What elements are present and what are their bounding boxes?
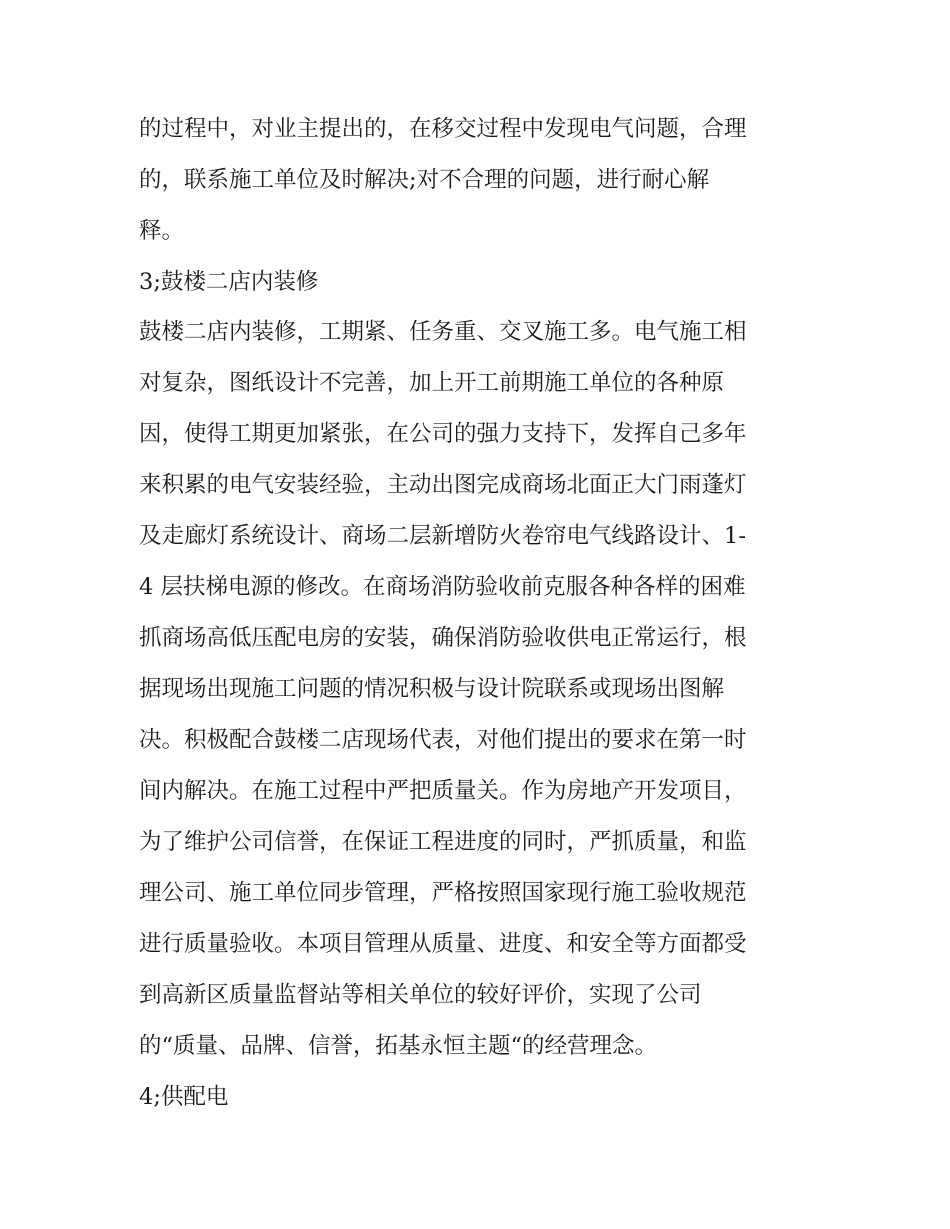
paragraph-line: 的过程中，对业主提出的，在移交过程中发现电气问题，合理: [139, 116, 747, 142]
paragraph-line: 及走廊灯系统设计、商场二层新增防火卷帘电气线路设计、1-: [139, 523, 746, 549]
paragraph-line: 间内解决。在施工过程中严把质量关。作为房地产开发项目，: [139, 778, 747, 804]
section-heading: 4;供配电: [139, 1084, 229, 1110]
paragraph-line: 进行质量验收。本项目管理从质量、进度、和安全等方面都受: [139, 931, 747, 957]
paragraph-line: 鼓楼二店内装修，工期紧、任务重、交叉施工多。电气施工相: [139, 319, 747, 345]
paragraph-line: 到高新区质量监督站等相关单位的较好评价，实现了公司: [139, 982, 702, 1008]
paragraph-line: 抓商场高低压配电房的安装，确保消防验收供电正常运行，根: [139, 625, 747, 651]
paragraph-line: 的，联系施工单位及时解决;对不合理的问题，进行耐心解: [139, 167, 710, 193]
paragraph-line: 来积累的电气安装经验，主动出图完成商场北面正大门雨蓬灯: [139, 472, 747, 498]
paragraph-line: 4 层扶梯电源的修改。在商场消防验收前克服各种各样的困难: [139, 574, 746, 600]
document-page: [139, 104, 819, 1122]
paragraph-line: 因，使得工期更加紧张，在公司的强力支持下，发挥自己多年: [139, 421, 747, 447]
section-heading: 3;鼓楼二店内装修: [139, 269, 319, 295]
paragraph-line: 的“质量、品牌、信誉，拓基永恒主题“的经营理念。: [139, 1033, 658, 1059]
paragraph-line: 理公司、施工单位同步管理，严格按照国家现行施工验收规范: [139, 880, 747, 906]
paragraph-line: 为了维护公司信誉，在保证工程进度的同时，严抓质量，和监: [139, 829, 747, 855]
paragraph-line: 释。: [139, 218, 185, 244]
paragraph-line: 决。积极配合鼓楼二店现场代表，对他们提出的要求在第一时: [139, 727, 747, 753]
paragraph-line: 据现场出现施工问题的情况积极与设计院联系或现场出图解: [139, 676, 725, 702]
paragraph-line: 对复杂，图纸设计不完善，加上开工前期施工单位的各种原: [139, 370, 725, 396]
